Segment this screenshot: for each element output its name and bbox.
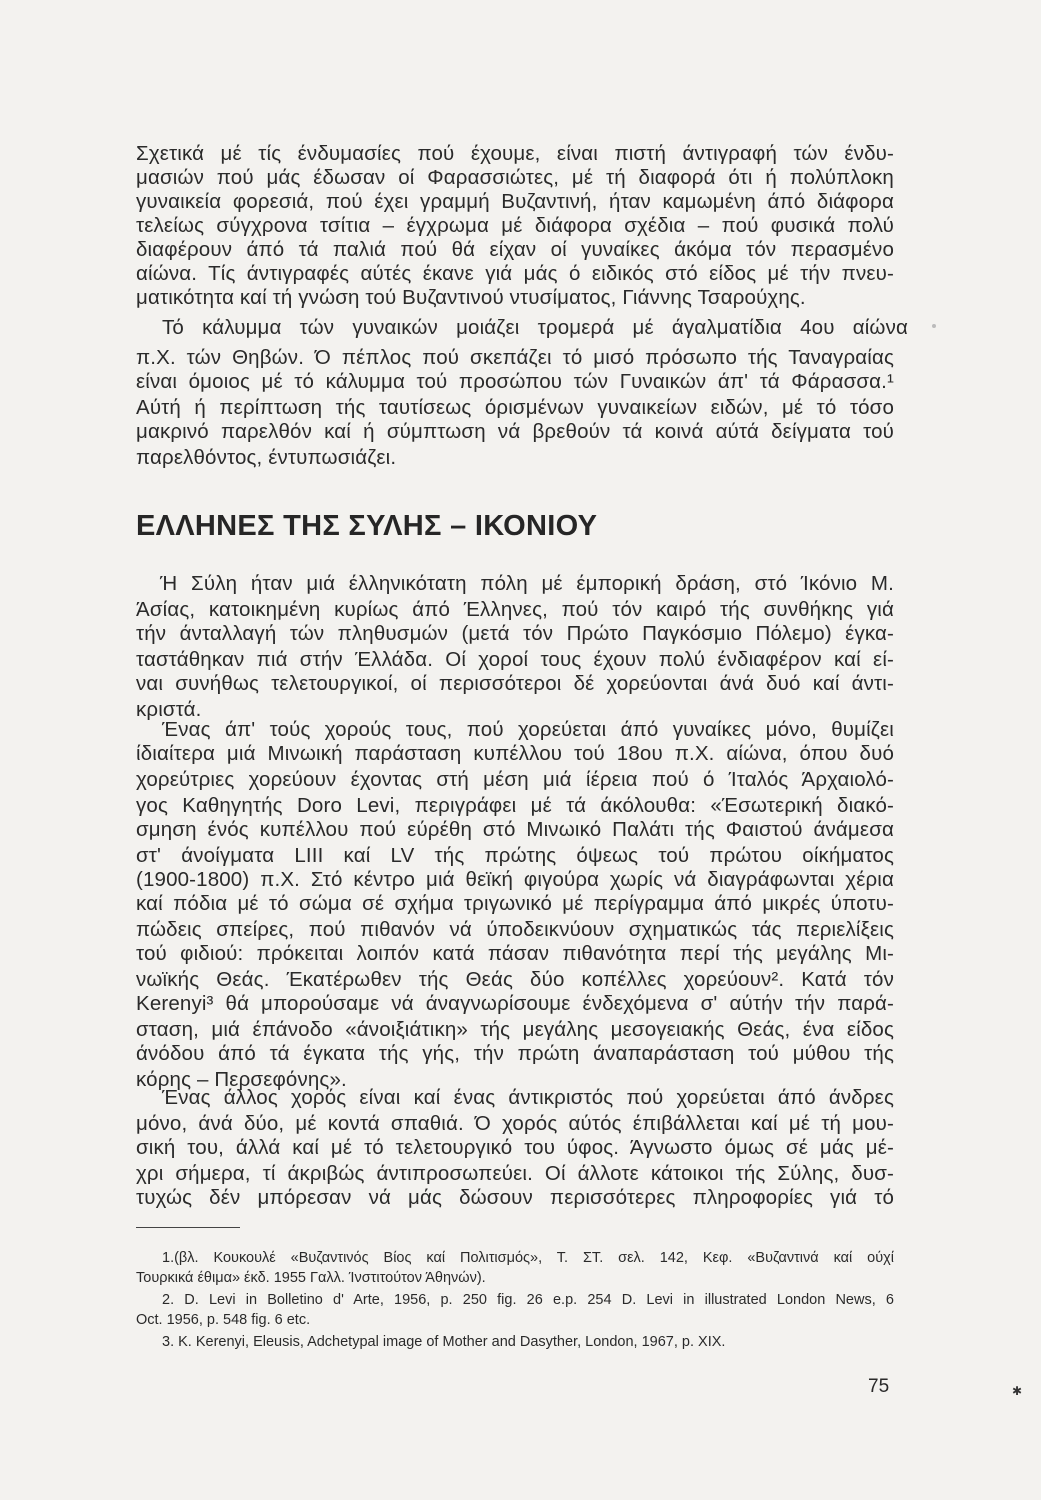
footnote-2-cont: Oct. 1956, p. 548 fig. 6 etc. (136, 1312, 311, 1328)
text-line: σταση, μιά έπάνοδο «άνοιξιάτικη» τής μεγάλης μεσογειακής Θεάς, ένα είδος (136, 1018, 894, 1041)
footnote-1: 1.(βλ. Κουκουλέ «Βυζαντινός Βίος καί Πολιτισμός», Τ. ΣΤ. σελ. 142, Κεφ. «Βυζαντινά καί ούχί (162, 1250, 894, 1266)
text-line: χορεύτριες χορεύουν έχοντας στή μέση μιά ίέρεια πού ό Ίταλός Άρχαιολό- (136, 768, 894, 791)
text-line: ίδιαίτερα μιά Μινωική παράσταση κυπέλλου τού 18ου π.Χ. αίώνα, όπου δυό (136, 742, 894, 765)
text-line: γυναικεία φορεσιά, πού έχει γραμμή Βυζαντινή, ήταν καμωμένη άπό διάφορα (136, 190, 894, 213)
text-line: Ένας άλλος χορός είναι καί ένας άντικριστός πού χορεύεται άπό άνδρες (162, 1086, 894, 1109)
text-line: πώδεις σπείρες, πού πιθανόν νά ύποδεικνύουν σχηματικώς τάς περιελίξεις (136, 918, 894, 941)
scan-mark-icon: ✱ (1012, 1384, 1023, 1398)
text-line: τυχώς δέν μπόρεσαν νά μάς δώσουν περισσότερες πληροφορίες γιά τό (136, 1186, 894, 1209)
text-line: χρι σήμερα, τί άκριβώς άντιπροσωπεύει. Οί άλλοτε κάτοικοι τής Σύλης, δυσ- (136, 1162, 894, 1185)
text-line: ματικότητα καί τή γνώση τού Βυζαντινού ντυσίματος, Γιάννης Τσαρούχης. (136, 286, 806, 309)
text-line: Τό κάλυμμα τών γυναικών μοιάζει τρομερά μέ άγαλματίδια 4ου αίώνα (162, 316, 908, 339)
text-line: τήν άνταλλαγή τών πληθυσμών (μετά τόν Πρώτο Παγκόσμιο Πόλεμο) έγκα- (136, 622, 894, 645)
footnote-1-cont: Τουρκικά έθιμα» έκδ. 1955 Γαλλ. Ίνστιτούτον Άθηνών). (136, 1270, 486, 1286)
text-line: Ή Σύλη ήταν μιά έλληνικότατη πόλη μέ έμπορική δράση, στό Ίκόνιο Μ. (160, 572, 894, 595)
text-line: τελείως σύγχρονα τσίτια – έγχρωμα μέ διάφορα σχέδια – πού φυσικά πολύ (136, 214, 894, 237)
text-line: π.Χ. τών Θηβών. Ό πέπλος πού σκεπάζει τό μισό πρόσωπο τής Ταναγραίας (136, 346, 894, 369)
text-line: γος Καθηγητής Doro Levi, περιγράφει μέ τά άκόλουθα: «Έσωτερική διακό- (136, 794, 894, 817)
text-line: ναι συνήθως τελετουργικοί, οί περισσότεροι δέ χορεύονται άνά δυό καί άντι- (136, 672, 894, 695)
text-line: Kerenyi³ θά μπορούσαμε νά άναγνωρίσουμε ένδεχόμενα σ' αύτήν τήν παρά- (136, 992, 894, 1015)
text-line: διαφέρουν άπό τά παλιά πού θά είχαν οί γυναίκες άκόμα τόν περασμένο (136, 238, 894, 261)
text-line: τού φιδιού: πρόκειται λοιπόν κατά πάσαν πιθανότητα περί τής μεγάλης Μι- (136, 942, 894, 965)
text-line: Ένας άπ' τούς χορούς τους, πού χορεύεται άπό γυναίκες μόνο, θυμίζει (162, 718, 894, 741)
text-line: μασιών πού μάς έδωσαν οί Φαρασσιώτες, μέ τή διαφορά ότι ή πολύπλοκη (136, 166, 894, 189)
footnote-divider (136, 1227, 240, 1228)
page-number: 75 (868, 1376, 890, 1397)
text-line: παρελθόντος, έντυπωσιάζει. (136, 446, 397, 469)
text-line: στ' άνοίγματα LIII καί LV τής πρώτης όψεως τού πρώτου οίκήματος (136, 844, 894, 867)
footnote-3: 3. K. Kerenyi, Eleusis, Adchetypal image of Mother and Dasyther, London, 1967, p. XIX. (162, 1334, 726, 1350)
footnote-2: 2. D. Levi in Bolletino d' Arte, 1956, p. 250 fig. 26 e.p. 254 D. Levi in illustrated London News, 6 (162, 1292, 894, 1308)
text-line: άνόδου άπό τά έγκατα τής γής, τήν πρώτη άναπαράσταση τού μύθου τής (136, 1042, 894, 1065)
text-line: κόρης – Περσεφόνης». (136, 1068, 347, 1091)
text-line: (1900-1800) π.Χ. Στό κέντρο μιά θεϊκή φιγούρα χωρίς νά διαγράφωνται χέρια (136, 868, 894, 891)
text-line: Σχετικά μέ τίς ένδυμασίες πού έχουμε, είναι πιστή άντιγραφή τών ένδυ- (136, 142, 894, 165)
text-line: σική του, άλλά καί μέ τό τελετουργικό του ύφος. Άγνωστο όμως σέ μάς μέ- (136, 1136, 894, 1159)
text-line: καί πόδια μέ τό σώμα σέ σχήμα τριγωνικό μέ περίγραμμα άπό μικρές ύποτυ- (136, 892, 894, 915)
text-line: είναι όμοιος μέ τό κάλυμμα τού προσώπου τών Γυναικών άπ' τά Φάρασσα.¹ (136, 370, 894, 393)
text-line: ταστάθηκαν πιά στήν Έλλάδα. Οί χοροί τους έχουν πολύ ένδιαφέρον καί εί- (136, 648, 894, 671)
text-line: Άσίας, κατοικημένη κυρίως άπό Έλληνες, πού τόν καιρό τής συνθήκης γιά (136, 598, 894, 621)
text-line: αίώνα. Τίς άντιγραφές αύτές έκανε γιά μάς ό ειδικός στό είδος μέ τήν πνευ- (136, 262, 894, 285)
speck (932, 324, 936, 328)
section-heading: ΕΛΛΗΝΕΣ ΤΗΣ ΣΥΛΗΣ – ΙΚΟΝΙΟΥ (136, 510, 598, 542)
text-line: σμηση ένός κυπέλλου πού εύρέθη στό Μινωικό Παλάτι τής Φαιστού άνάμεσα (136, 818, 894, 841)
text-line: νωϊκής Θεάς. Έκατέρωθεν τής Θεάς δύο κοπέλλες χορεύουν². Κατά τόν (136, 968, 894, 991)
text-line: Αύτή ή περίπτωση τής ταυτίσεως όρισμένων γυναικείων ειδών, μέ τό τόσο (136, 396, 894, 419)
text-line: μακρινό παρελθόν καί ή σύμπτωση νά βρεθούν τά κοινά αύτά δείγματα τού (136, 420, 894, 443)
text-line: κριστά. (136, 698, 202, 721)
text-line: μόνο, άνά δύο, μέ κοντά σπαθιά. Ό χορός αύτός έπιβάλλεται καί μέ τή μου- (136, 1112, 894, 1135)
